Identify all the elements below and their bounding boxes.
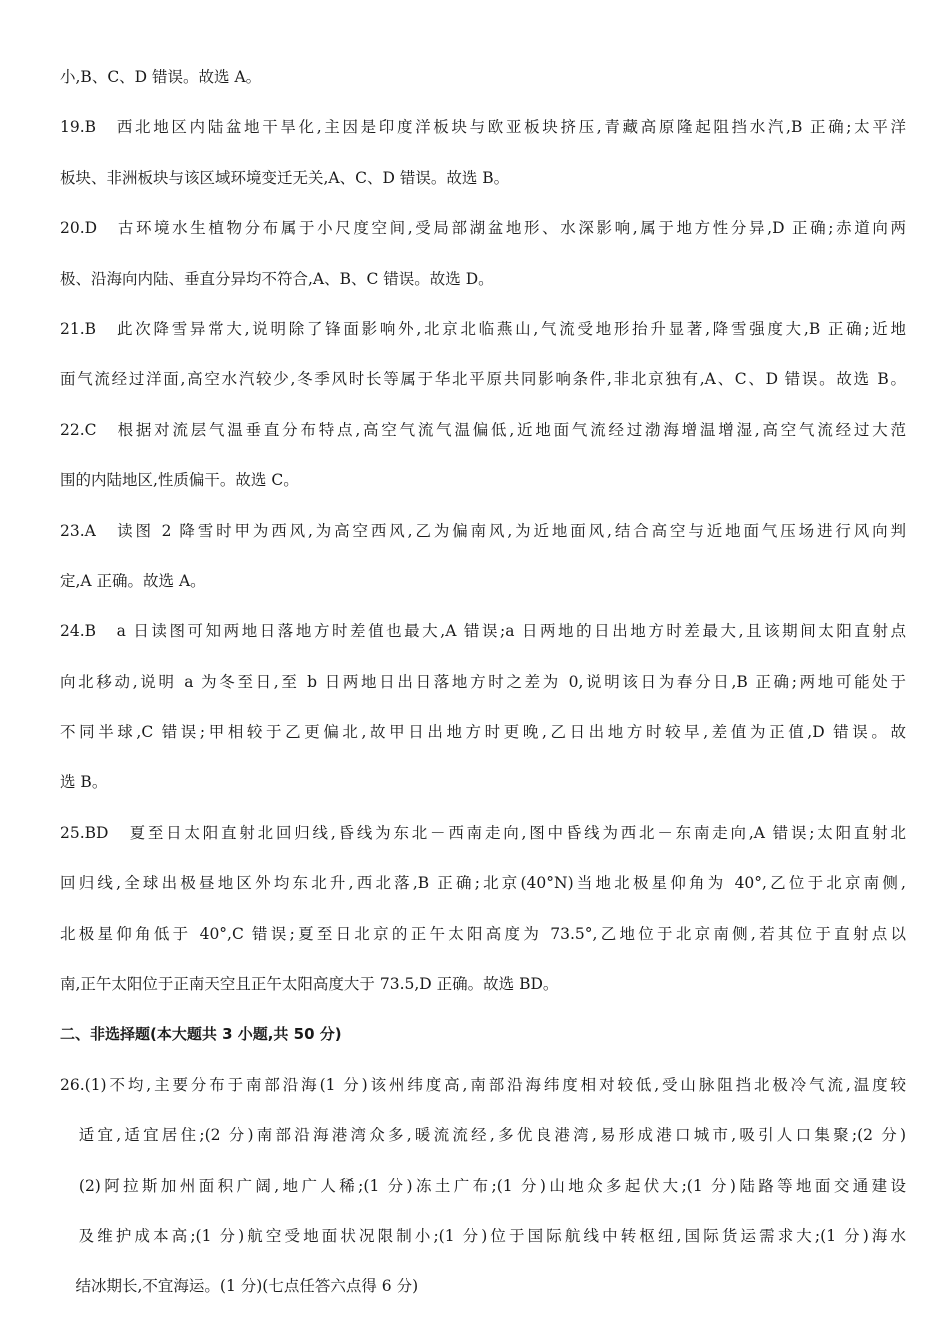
answer-25-line-3: 北极星仰角低于 40°,C 错误;夏至日北京的正午太阳高度为 73.5°,乙地位于北京南侧,若其位于直射点以 (60, 924, 906, 943)
answer-24-line-2: 向北移动,说明 a 为冬至日,至 b 日两地日出日落地方时之差为 0,说明该日为春分日,B 正确;两地可能处于 (60, 672, 906, 691)
answer-23-line-2: 定,A 正确。故选 A。 (60, 571, 206, 590)
text-line-1: 小,B、C、D 错误。故选 A。 (60, 68, 262, 86)
answer-23-line-1: 23.A 读图 2 降雪时甲为西风,为高空西风,乙为偏南风,为近地面风,结合高空与近地面气压场进行风向判 (60, 521, 906, 540)
answer-26-line-5: 结冰期长,不宜海运。(1 分)(七点任答六点得 6 分) (60, 1277, 419, 1296)
section-heading: 二、非选择题(本大题共 3 小题,共 50 分) (60, 1025, 342, 1044)
answer-21-line-2: 面气流经过洋面,高空水汽较少,冬季风时长等属于华北平原共同影响条件,非北京独有,A、C、D 错误。故选 B。 (60, 370, 906, 389)
answer-19-line-2: 板块、非洲板块与该区域环境变迁无关,A、C、D 错误。故选 B。 (60, 168, 510, 187)
answer-26-line-4: 及维护成本高;(1 分)航空受地面状况限制小;(1 分)位于国际航线中转枢纽,国际货运需求大;(1 分)海水 (60, 1226, 906, 1245)
answer-26-line-3: (2)阿拉斯加州面积广阔,地广人稀;(1 分)冻土广布;(1 分)山地众多起伏大;(1 分)陆路等地面交通建设 (60, 1176, 906, 1195)
answer-20-line-1: 20.D 古环境水生植物分布属于小尺度空间,受局部湖盆地形、水深影响,属于地方性分异,D 正确;赤道向两 (60, 219, 906, 238)
answer-20-line-2: 极、沿海向内陆、垂直分异均不符合,A、B、C 错误。故选 D。 (60, 269, 494, 288)
answer-21-line-1: 21.B 此次降雪异常大,说明除了锋面影响外,北京北临燕山,气流受地形抬升显著,降雪强度大,B 正确;近地 (60, 319, 906, 338)
answer-25-line-4: 南,正午太阳位于正南天空且正午太阳高度大于 73.5,D 正确。故选 BD。 (60, 975, 559, 994)
answer-19-line-1: 19.B 西北地区内陆盆地干旱化,主因是印度洋板块与欧亚板块挤压,青藏高原隆起阻挡水汽,B 正确;太平洋 (60, 118, 906, 137)
answer-24-line-3: 不同半球,C 错误;甲相较于乙更偏北,故甲日出地方时更晚,乙日出地方时较早,差值为正值,D 错误。故 (60, 723, 906, 742)
answer-24-line-4: 选 B。 (60, 773, 108, 792)
answer-26-line-1: 26.(1)不均,主要分布于南部沿海(1 分)该州纬度高,南部沿海纬度相对较低,受山脉阻挡北极冷气流,温度较 (60, 1075, 906, 1094)
answer-25-line-2: 回归线,全球出极昼地区外均东北升,西北落,B 正确;北京(40°N)当地北极星仰角为 40°,乙位于北京南侧, (60, 874, 906, 893)
answer-26-line-2: 适宜,适宜居住;(2 分)南部沿海港湾众多,暖流流经,多优良港湾,易形成港口城市,吸引人口集聚;(2 分) (60, 1126, 906, 1145)
answer-25-line-1: 25.BD 夏至日太阳直射北回归线,昏线为东北－西南走向,图中昏线为西北－东南走向,A 错误;太阳直射北 (60, 823, 906, 842)
answer-22-line-2: 围的内陆地区,性质偏干。故选 C。 (60, 471, 299, 490)
answer-24-line-1: 24.B a 日读图可知两地日落地方时差值也最大,A 错误;a 日两地的日出地方时差最大,且该期间太阳直射点 (60, 622, 906, 641)
answer-22-line-1: 22.C 根据对流层气温垂直分布特点,高空气流气温偏低,近地面气流经过渤海增温增湿,高空气流经过大范 (60, 420, 906, 439)
